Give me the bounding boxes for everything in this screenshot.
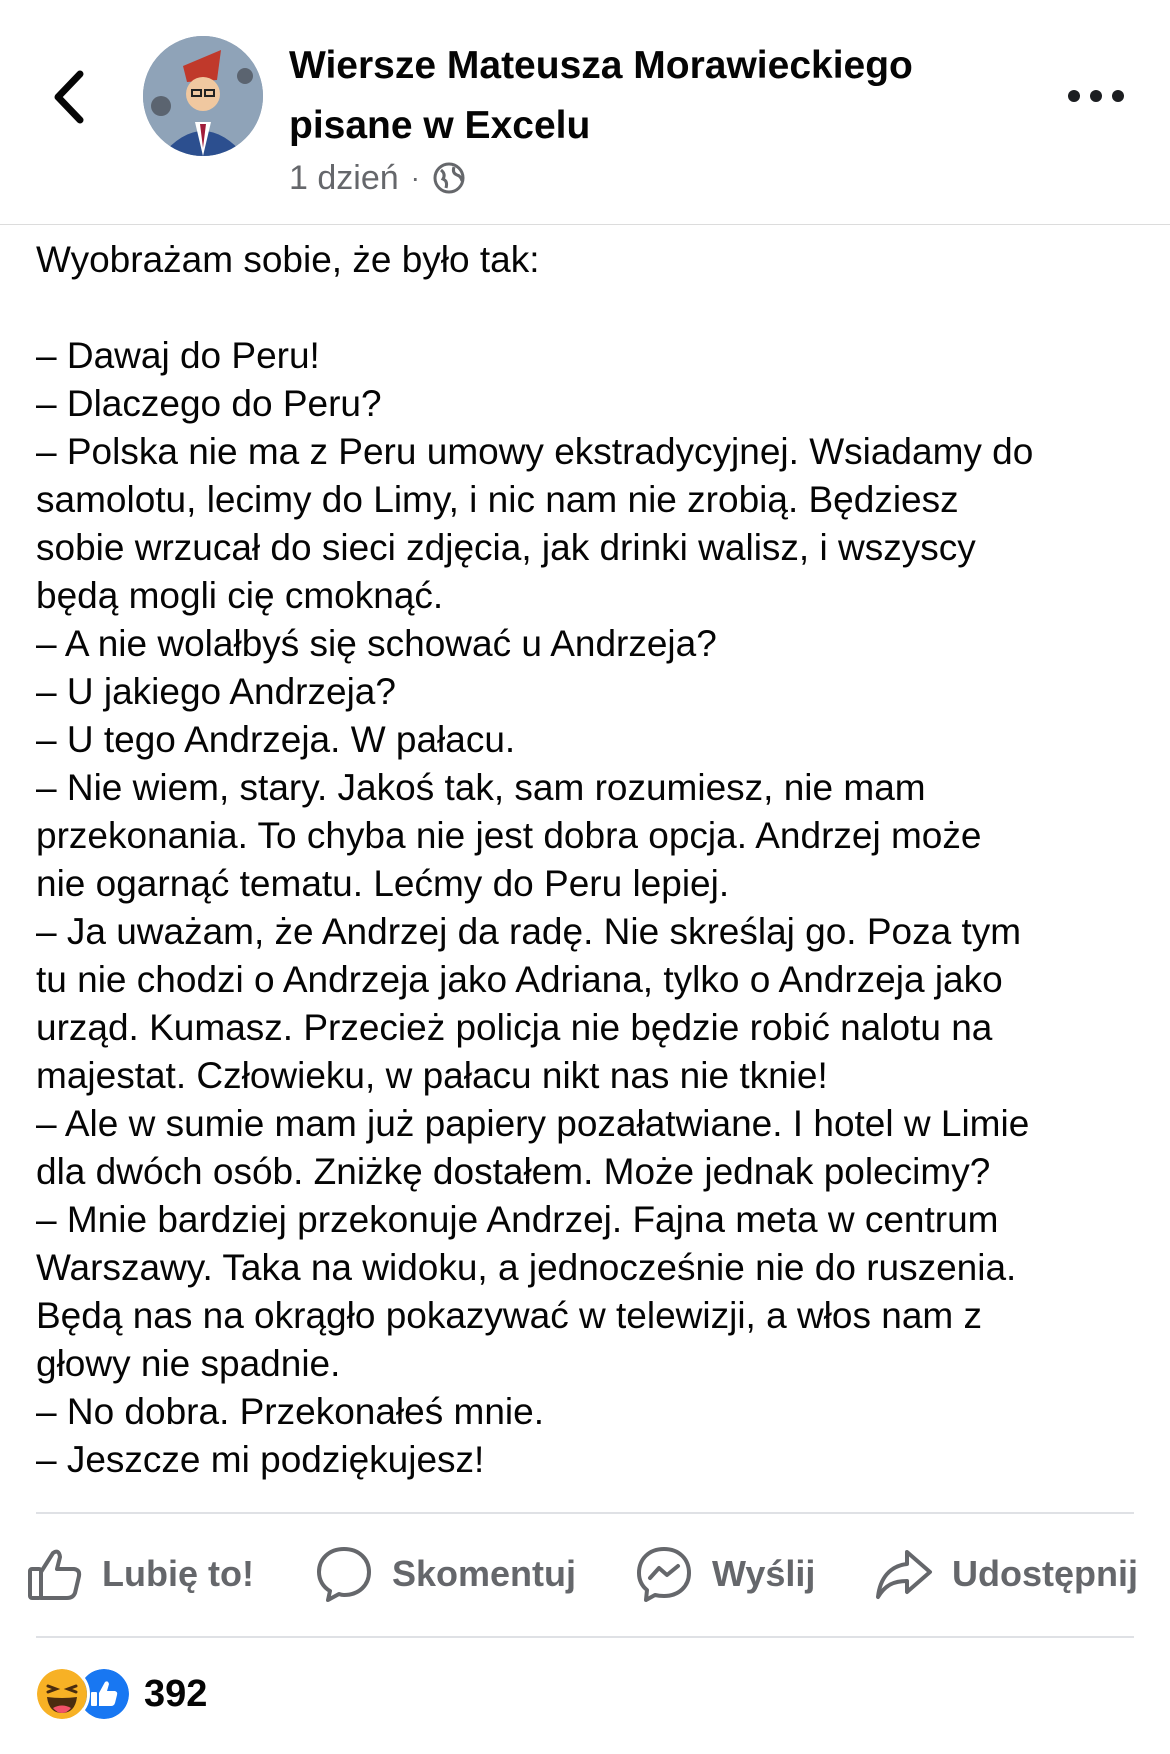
more-options-button[interactable] <box>1068 78 1124 114</box>
reaction-summary[interactable] <box>34 1664 207 1724</box>
like-label: Lubię to! <box>102 1553 254 1594</box>
send-button[interactable] <box>634 1512 815 1636</box>
post-line: – Mnie bardziej przekonuje Andrzej. Fajna meta w centrum <box>36 1199 999 1240</box>
post-line: – Ja uważam, że Andrzej da radę. Nie skreślaj go. Poza tym <box>36 911 1022 952</box>
thumbs-up-icon <box>26 1545 84 1603</box>
more-dots-icon <box>1068 90 1080 102</box>
post-line: będą mogli cię cmoknąć. <box>36 575 444 616</box>
more-dots-icon <box>1112 90 1124 102</box>
reaction-count: 392 <box>144 1672 208 1715</box>
post-text <box>36 236 1136 1484</box>
post-line: – No dobra. Przekonałeś mnie. <box>36 1391 544 1432</box>
globe-icon <box>432 161 466 195</box>
post-line: – A nie wolałbyś się schować u Andrzeja? <box>36 623 717 664</box>
page-title[interactable]: Wiersze Mateusza Morawieckiego pisane w Excelu <box>289 44 913 147</box>
post-line: nie ogarnąć tematu. Lećmy do Peru lepiej. <box>36 863 730 904</box>
post-line: sobie wrzucał do sieci zdjęcia, jak drinki walisz, i wszyscy <box>36 527 976 568</box>
post-line: – Jeszcze mi podziękujesz! <box>36 1439 485 1480</box>
post-line: – Dawaj do Peru! <box>36 335 320 376</box>
like-button[interactable] <box>26 1512 254 1636</box>
divider-bottom <box>36 1636 1134 1638</box>
post-line: tu nie chodzi o Andrzeja jako Adriana, tylko o Andrzeja jako <box>36 959 1003 1000</box>
chevron-left-icon <box>48 62 98 132</box>
share-label: Udostępnij <box>952 1553 1138 1594</box>
post-line: Warszawy. Taka na widoku, a jednocześnie nie do ruszenia. <box>36 1247 1017 1288</box>
share-button[interactable] <box>874 1512 1138 1636</box>
comment-label: Skomentuj <box>392 1553 577 1594</box>
haha-reaction-icon <box>34 1666 90 1722</box>
post-line: Będą nas na okrągło pokazywać w telewizji, a włos nam z <box>36 1295 983 1336</box>
action-bar <box>0 1512 1170 1636</box>
page-avatar[interactable] <box>143 36 263 156</box>
post-line: przekonania. To chyba nie jest dobra opcja. Andrzej może <box>36 815 982 856</box>
messenger-icon <box>634 1544 694 1604</box>
post-line: głowy nie spadnie. <box>36 1343 341 1384</box>
post-line: urząd. Kumasz. Przecież policja nie będzie robić nalotu na <box>36 1007 993 1048</box>
post-line: – Polska nie ma z Peru umowy ekstradycyjnej. Wsiadamy do <box>36 431 1034 472</box>
post-line: majestat. Człowieku, w pałacu nikt nas nie tknie! <box>36 1055 828 1096</box>
post-line: – Ale w sumie mam już papiery pozałatwiane. I hotel w Limie <box>36 1103 1030 1144</box>
back-button[interactable] <box>48 62 98 132</box>
comment-button[interactable] <box>314 1512 576 1636</box>
comment-bubble-icon <box>314 1544 374 1604</box>
meta-separator: · <box>410 162 420 193</box>
post-line: dla dwóch osób. Zniżkę dostałem. Może jednak polecimy? <box>36 1151 991 1192</box>
send-label: Wyślij <box>712 1553 816 1594</box>
post-line: – U jakiego Andrzeja? <box>36 671 396 712</box>
avatar-image <box>143 36 263 156</box>
post-line: – Dlaczego do Peru? <box>36 383 382 424</box>
share-arrow-icon <box>874 1544 934 1604</box>
post-meta <box>289 155 466 201</box>
post-header <box>0 0 1170 225</box>
post-intro: Wyobrażam sobie, że było tak: <box>36 239 540 280</box>
post-line: samolotu, lecimy do Limy, i nic nam nie zrobią. Będziesz <box>36 479 959 520</box>
paragraph-gap <box>36 284 1136 332</box>
post-line: – Nie wiem, stary. Jakoś tak, sam rozumiesz, nie mam <box>36 767 926 808</box>
more-dots-icon <box>1090 90 1102 102</box>
post-line: – U tego Andrzeja. W pałacu. <box>36 719 516 760</box>
post-time[interactable]: 1 dzień <box>289 158 399 197</box>
